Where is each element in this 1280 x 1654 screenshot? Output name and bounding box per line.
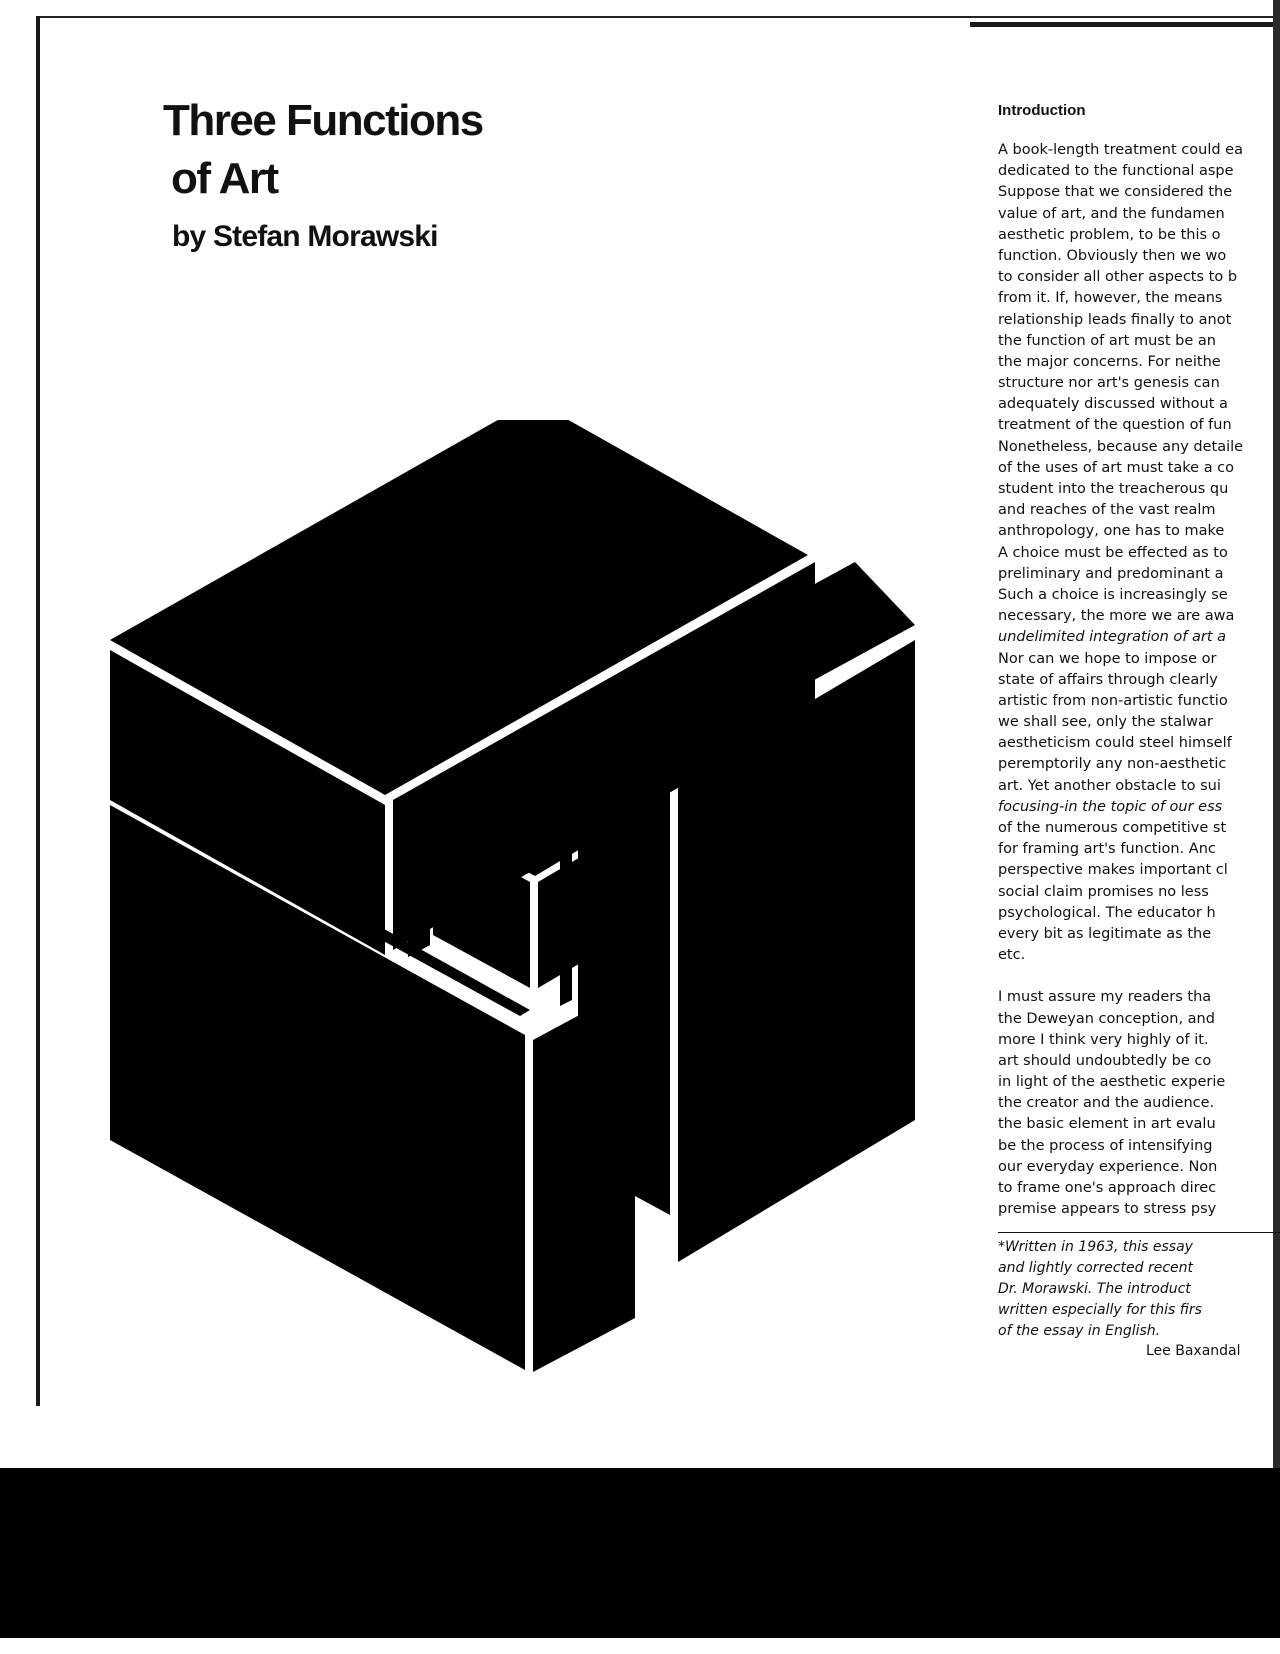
scan-border-top-right (970, 22, 1280, 27)
text-line: from it. If, however, the means (998, 290, 1223, 307)
text-line: etc. (998, 947, 1026, 964)
text-line: state of affairs through clearly (998, 671, 1218, 688)
text-line: we shall see, only the stalwar (998, 714, 1213, 731)
text-line: A choice must be effected as to (998, 544, 1228, 561)
text-line: focusing-in the topic of our ess (998, 798, 1223, 815)
text-line: Such a choice is increasingly se (998, 586, 1228, 603)
footnote-line: of the essay in English. (998, 1322, 1161, 1339)
text-line: undelimited integration of art a (998, 629, 1227, 646)
bottom-black-band (0, 1468, 1280, 1638)
paragraph-1 (998, 140, 1280, 966)
text-line: peremptorily any non-aesthetic (998, 756, 1227, 773)
title-line-2: of Art (171, 154, 278, 203)
text-line: structure nor art's genesis can (998, 375, 1220, 392)
text-line: the creator and the audience. (998, 1095, 1215, 1112)
text-line: necessary, the more we are awa (998, 608, 1235, 625)
text-line: aestheticism could steel himself (998, 735, 1232, 752)
text-line: the major concerns. For neithe (998, 353, 1221, 370)
text-line: of the numerous competitive st (998, 820, 1227, 836)
front-slab-face (533, 985, 635, 1372)
footnote-signature: Lee Baxandal (1146, 1343, 1241, 1360)
bottom-margin (0, 1638, 1280, 1654)
text-line: to frame one's approach direc (998, 1180, 1217, 1196)
text-line: Nor can we hope to impose or (998, 650, 1217, 667)
text-line: be the process of intensifying (998, 1137, 1213, 1154)
text-line: student into the treacherous qu (998, 481, 1229, 497)
text-line: art. Yet another obstacle to sui (998, 777, 1221, 794)
title-line-1: Three Functions (163, 96, 483, 145)
author-byline: by Stefan Morawski (172, 220, 438, 253)
text-line: Suppose that we considered the (998, 184, 1233, 201)
text-line: A book-length treatment could ea (998, 142, 1243, 158)
text-line: every bit as legitimate as the (998, 925, 1212, 942)
text-line: premise appears to stress psy (998, 1201, 1217, 1218)
footnote-line: Dr. Morawski. The introduct (998, 1280, 1191, 1297)
text-line: value of art, and the fundamen (998, 205, 1225, 222)
text-line: art should undoubtedly be co (998, 1052, 1212, 1069)
footnote-line: and lightly corrected recent (998, 1260, 1194, 1277)
section-heading: Introduction (998, 102, 1086, 119)
text-line: Nonetheless, because any detaile (998, 438, 1244, 455)
footnote (998, 1232, 1280, 1362)
text-line: aesthetic problem, to be this o (998, 226, 1221, 243)
text-line: social claim promises no less (998, 883, 1209, 900)
text-line: the basic element in art evalu (998, 1116, 1216, 1133)
text-line: to consider all other aspects to b (998, 269, 1238, 286)
text-line: anthropology, one has to make (998, 523, 1225, 540)
footnote-line: written especially for this firs (998, 1301, 1202, 1318)
text-line: for framing art's function. Anc (998, 841, 1216, 858)
article-column (998, 100, 1280, 1362)
text-line: and reaches of the vast realm (998, 502, 1216, 519)
text-line: perspective makes important cl (998, 862, 1228, 879)
text-line: dedicated to the functional aspe (998, 163, 1234, 180)
text-line: relationship leads finally to anot (998, 311, 1232, 328)
paragraph-2 (998, 987, 1280, 1220)
text-line: psychological. The educator h (998, 904, 1216, 921)
scan-border-top (36, 16, 1280, 18)
text-line: of the uses of art must take a co (998, 459, 1235, 476)
footnote-line: *Written in 1963, this essay (998, 1239, 1193, 1256)
scan-border-left (36, 16, 40, 1406)
text-line: our everyday experience. Non (998, 1158, 1218, 1175)
text-line: artistic from non-artistic functio (998, 692, 1228, 709)
text-line: I must assure my readers tha (998, 989, 1212, 1006)
text-line: in light of the aesthetic experie (998, 1074, 1226, 1091)
text-line: the function of art must be an (998, 332, 1216, 349)
divider-strip-1 (408, 798, 430, 957)
isometric-cube-illustration (110, 420, 970, 1470)
article-title (163, 92, 483, 208)
text-line: more I think very highly of it. (998, 1031, 1209, 1048)
text-line: function. Obviously then we wo (998, 247, 1227, 264)
text-line: the Deweyan conception, and (998, 1010, 1215, 1027)
text-line: treatment of the question of fun (998, 417, 1232, 434)
text-line: adequately discussed without a (998, 396, 1228, 413)
text-line: preliminary and predominant a (998, 565, 1224, 582)
